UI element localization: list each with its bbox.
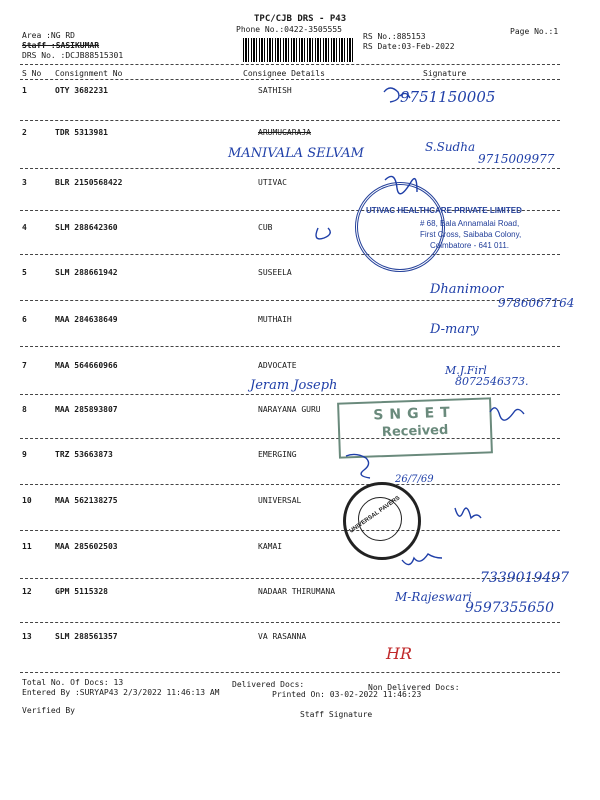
handwritten-phone: 9715009977 — [478, 152, 555, 166]
entered-by: Entered By :SURYAP43 2/3/2022 11:46:13 AM — [22, 688, 220, 697]
handwritten-phone: 9786067164 — [498, 296, 575, 310]
handwritten-name: MANIVALA SELVAM — [228, 146, 364, 161]
row-consignment: GPM 5115328 — [55, 587, 108, 596]
handwritten-name: D-mary — [430, 322, 479, 337]
handwritten-name: S.Sudha — [425, 140, 476, 154]
row-consignee: UNIVERSAL — [258, 496, 302, 505]
row-sno: 13 — [22, 632, 32, 641]
row-sno: 12 — [22, 587, 32, 596]
staff-label: Staff :SASIKUMAR — [22, 41, 100, 50]
row-consignment: SLM 288561357 — [55, 632, 118, 641]
verified-by: Verified By — [22, 706, 75, 715]
handwritten-date: 26/7/69 — [395, 474, 434, 485]
row-consignee: ARUMUGARAJA — [258, 128, 311, 137]
signature-scribble — [384, 88, 410, 102]
row-consignment: TRZ 53663873 — [55, 450, 113, 459]
row-consignee: VA RASANNA — [258, 632, 307, 641]
row-consignment: MAA 285602503 — [55, 542, 118, 551]
handwritten-name: M-Rajeswari — [395, 590, 472, 604]
signature-scribble — [385, 176, 417, 193]
signature-scribble — [455, 508, 481, 518]
page-number: Page No.:1 — [510, 27, 559, 36]
phone-number: Phone No.:0422-3505555 — [236, 25, 342, 34]
drs-number: DRS No. :DCJB88515301 — [22, 51, 124, 60]
signature-scribble — [346, 454, 370, 478]
company-stamp-title: UTIVAC HEALTHCARE PRIVATE LIMITED — [366, 206, 522, 215]
col-header-consignment: Consignment No — [55, 69, 123, 78]
row-sno: 9 — [22, 450, 27, 459]
delivered-docs: Delivered Docs: — [232, 680, 305, 689]
row-consignment: MAA 562138275 — [55, 496, 118, 505]
row-consignee: SATHISH — [258, 86, 292, 95]
signature-scribble — [316, 228, 330, 239]
row-consignment: SLM 288661942 — [55, 268, 118, 277]
row-consignment: TDR 5313981 — [55, 128, 108, 137]
row-sno: 4 — [22, 223, 27, 232]
row-consignment: SLM 288642360 — [55, 223, 118, 232]
company-stamp-line: # 68, Bala Annamalai Road, — [420, 219, 520, 228]
row-sno: 5 — [22, 268, 27, 277]
row-consignment: MAA 285893807 — [55, 405, 118, 414]
received-stamp-org: SNGET — [373, 404, 456, 424]
handwritten-name: Jeram Joseph — [250, 378, 338, 393]
pavers-seal-text: UNIVERSAL PAVERS — [348, 495, 402, 535]
row-sno: 10 — [22, 496, 32, 505]
row-sno: 8 — [22, 405, 27, 414]
rs-date: RS Date:03-Feb-2022 — [363, 42, 455, 51]
non-delivered-docs: Non Delivered Docs: — [368, 683, 460, 692]
row-sno: 11 — [22, 542, 32, 551]
row-sno: 1 — [22, 86, 27, 95]
row-consignment: OTY 3682231 — [55, 86, 108, 95]
row-sno: 7 — [22, 361, 27, 370]
row-consignee: KAMAI — [258, 542, 283, 551]
row-consignee: NARAYANA GURU — [258, 405, 321, 414]
signature-scribble — [490, 408, 524, 420]
row-consignment: MAA 564660966 — [55, 361, 118, 370]
area-label: Area :NG RD — [22, 31, 75, 40]
handwritten-phone: 7339019497 — [480, 570, 570, 586]
received-stamp-text: Received — [381, 422, 449, 441]
row-sno: 2 — [22, 128, 27, 137]
row-sno: 6 — [22, 315, 27, 324]
company-stamp-line: First Cross, Saibaba Colony, — [420, 230, 522, 239]
signature-scribble — [402, 554, 442, 565]
handwritten-name: Dhanimoor — [430, 282, 504, 297]
row-consignee: MUTHAIH — [258, 315, 292, 324]
handwritten-phone: 8072546373. — [455, 375, 529, 388]
row-consignee: ADVOCATE — [258, 361, 297, 370]
col-header-sno: S No — [22, 69, 42, 78]
rs-number: RS No.:885153 — [363, 32, 426, 41]
handwritten-phone: 9597355650 — [465, 600, 555, 616]
col-header-consignee: Consignee Details — [243, 69, 325, 78]
row-consignee: CUB — [258, 223, 273, 232]
handwritten-name: M.J.Firl — [445, 364, 487, 377]
company-stamp-line: Coimbatore - 641 011. — [430, 241, 510, 250]
total-docs: Total No. Of Docs: 13 — [22, 678, 124, 687]
row-consignee: EMERGING — [258, 450, 297, 459]
row-consignee: SUSEELA — [258, 268, 292, 277]
printed-on: Printed On: 03-02-2022 11:46:23 — [272, 690, 422, 699]
row-consignment: BLR 2150568422 — [55, 178, 123, 187]
row-consignee: NADAAR THIRUMANA — [258, 587, 336, 596]
row-consignment: MAA 284638649 — [55, 315, 118, 324]
document-title: TPC/CJB DRS - P43 — [254, 14, 347, 24]
handwritten-initials: HR — [386, 644, 412, 663]
row-sno: 3 — [22, 178, 27, 187]
row-consignee: UTIVAC — [258, 178, 287, 187]
col-header-signature: Signature — [423, 69, 467, 78]
handwritten-phone: 9751150005 — [400, 88, 496, 106]
staff-signature: Staff Signature — [300, 710, 373, 719]
